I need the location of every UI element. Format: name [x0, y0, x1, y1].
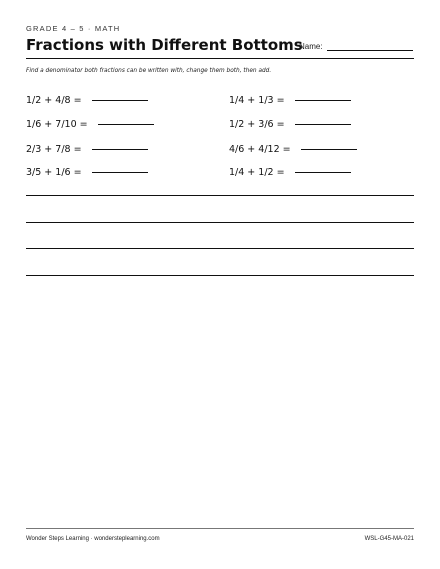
- problem-expression: 1/2 + 3/6 =: [229, 119, 285, 130]
- work-line[interactable]: [26, 195, 414, 196]
- problem-3: [26, 112, 154, 130]
- work-line[interactable]: [26, 222, 414, 223]
- worksheet-title: Fractions with Different Bottoms: [26, 36, 303, 54]
- problem-8: [229, 160, 351, 178]
- name-field[interactable]: [299, 42, 414, 54]
- problem-expression: 4/6 + 4/12 =: [229, 144, 291, 155]
- name-label: Name:: [299, 42, 323, 51]
- problem-expression: 1/2 + 4/8 =: [26, 95, 82, 106]
- problem-expression: 2/3 + 7/8 =: [26, 144, 82, 155]
- grade-label: GRADE 4 – 5 · MATH: [26, 24, 121, 33]
- problem-1: [26, 88, 148, 106]
- answer-blank[interactable]: [92, 99, 148, 101]
- problem-4: [229, 112, 351, 130]
- footer-divider: [26, 528, 414, 529]
- work-line[interactable]: [26, 248, 414, 249]
- problem-5: [26, 137, 148, 155]
- answer-blank[interactable]: [301, 148, 357, 150]
- problem-expression: 1/4 + 1/3 =: [229, 95, 285, 106]
- work-line[interactable]: [26, 275, 414, 276]
- problem-7: [26, 160, 148, 178]
- problem-expression: 1/4 + 1/2 =: [229, 167, 285, 178]
- footer-code: WSL-G45-MA-021: [364, 536, 414, 542]
- problem-expression: 1/6 + 7/10 =: [26, 119, 88, 130]
- answer-blank[interactable]: [295, 99, 351, 101]
- answer-blank[interactable]: [92, 171, 148, 173]
- answer-blank[interactable]: [98, 123, 154, 125]
- answer-blank[interactable]: [295, 171, 351, 173]
- problem-expression: 3/5 + 1/6 =: [26, 167, 82, 178]
- problem-2: [229, 88, 351, 106]
- instructions-text: Find a denominator both fractions can be written with, change them both, then add.: [26, 68, 272, 74]
- name-answer-line[interactable]: [327, 50, 413, 51]
- answer-blank[interactable]: [92, 148, 148, 150]
- footer-publisher: Wonder Steps Learning · wondersteplearning.com: [26, 536, 160, 542]
- problem-6: [229, 137, 357, 155]
- header-divider: [26, 58, 414, 59]
- answer-blank[interactable]: [295, 123, 351, 125]
